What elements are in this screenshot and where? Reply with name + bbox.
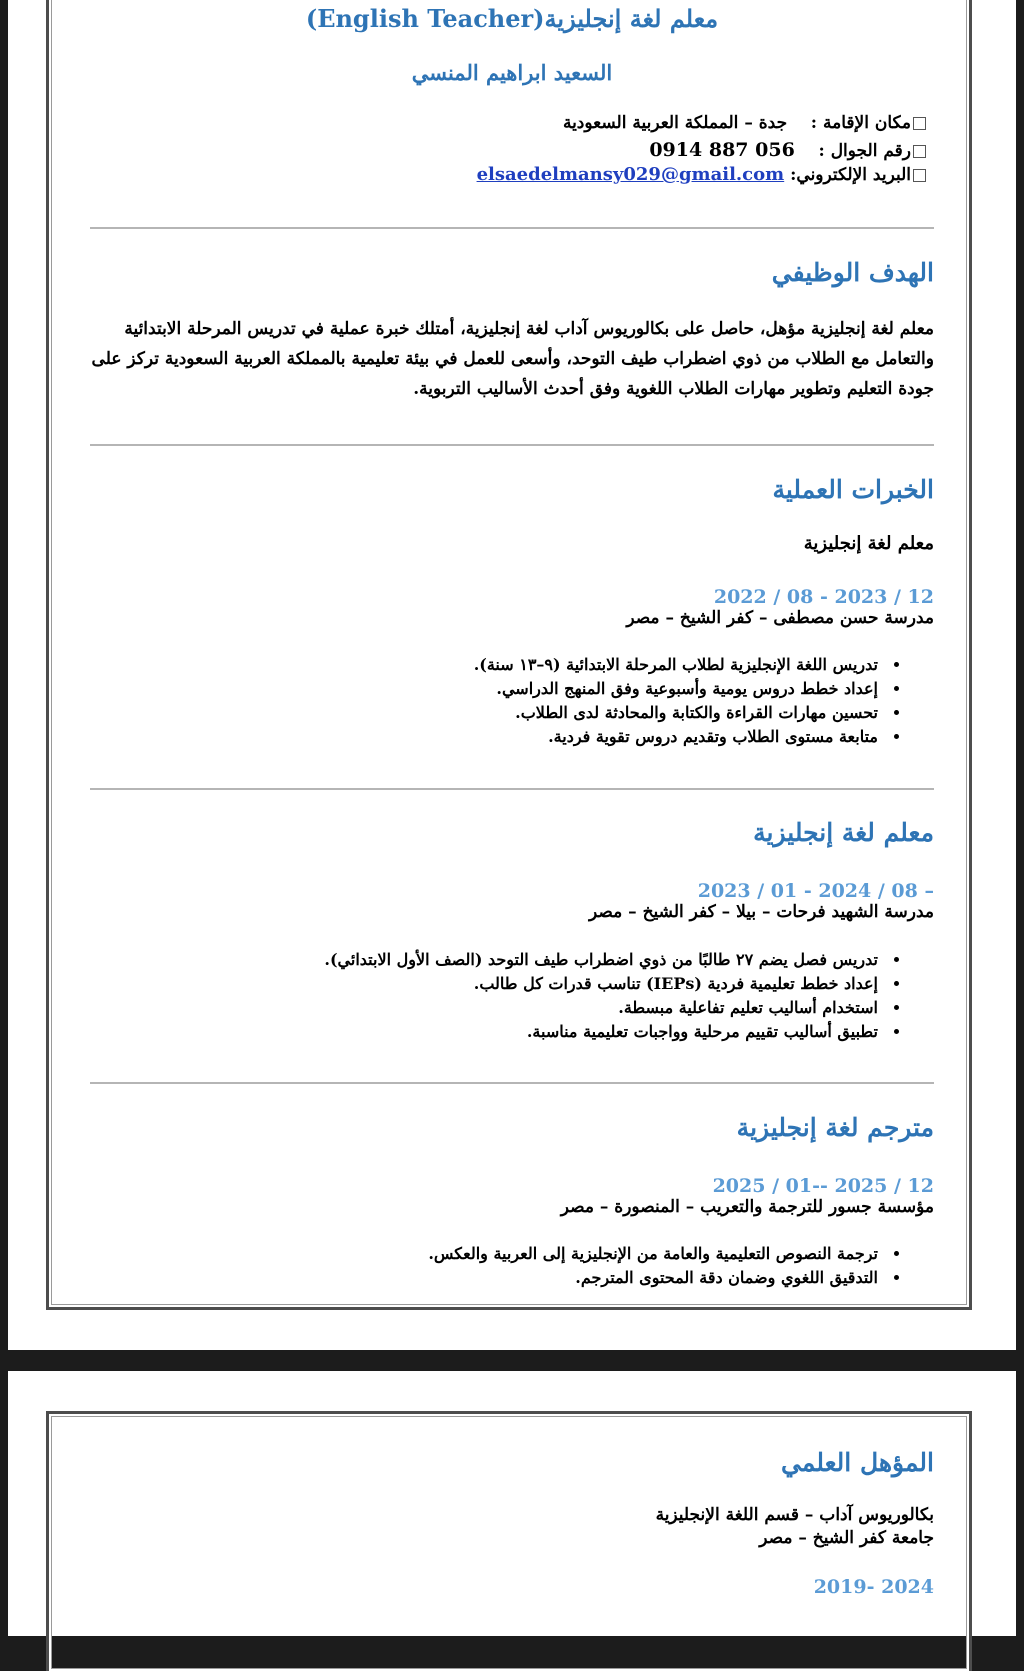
- job2-title: معلم لغة إنجليزية: [753, 818, 934, 847]
- education-university: جامعة كفر الشيخ – مصر: [759, 1528, 934, 1548]
- phone-label: رقم الجوال :: [818, 141, 911, 161]
- divider: [90, 444, 934, 446]
- list-item: • تدريس فصل يضم ٢٧ طالبًا من ذوي اضطراب طيف التوحد (الصف الأول الابتدائي).: [324, 948, 882, 972]
- list-item: • متابعة مستوى الطلاب وتقديم دروس تقوية فردية.: [474, 725, 882, 749]
- candidate-name: السعيد ابراهيم المنسي: [411, 60, 613, 85]
- email-link[interactable]: elsaedelmansy029@gmail.com: [476, 164, 785, 185]
- contact-email: [477, 164, 926, 185]
- list-item: • إعداد خطط دروس يومية وأسبوعية وفق المنهج الدراسي.: [474, 677, 882, 701]
- job1-bullets: [474, 653, 904, 749]
- list-item: • ترجمة النصوص التعليمية والعامة من الإنجليزية إلى العربية والعكس.: [428, 1242, 882, 1266]
- checkbox-icon: [913, 169, 926, 182]
- divider: [90, 227, 934, 229]
- job1-title: معلم لغة إنجليزية: [803, 533, 934, 554]
- education-degree: بكالوريوس آداب – قسم اللغة الإنجليزية: [655, 1505, 934, 1525]
- divider: [90, 788, 934, 790]
- job1-place: مدرسة حسن مصطفى – كفر الشيخ – مصر: [626, 608, 934, 628]
- checkbox-icon: [913, 145, 926, 158]
- job3-title: مترجم لغة إنجليزية: [736, 1113, 934, 1142]
- objective-heading: الهدف الوظيفي: [771, 258, 934, 287]
- residence-value: جدة – المملكة العربية السعودية: [562, 113, 788, 133]
- objective-text: معلم لغة إنجليزية مؤهل، حاصل على بكالوريوس آداب لغة إنجليزية، أمتلك خبرة عملية في تدريس المرحلة الابتدائية والتعامل مع الطلاب من ذوي اضطراب طيف التوحد، وأسعى للعمل في بيئة تعليمية بالمملكة العربية السعودية تركز على جودة التعليم وتطوير مهارات الطلاب اللغوية وفق أحدث الأساليب التربوية.: [91, 319, 934, 399]
- resume-page-2: [8, 1371, 1016, 1636]
- divider: [90, 1082, 934, 1084]
- job2-place: مدرسة الشهيد فرحات – بيلا – كفر الشيخ – مصر: [589, 902, 934, 922]
- list-item: • تدريس اللغة الإنجليزية لطلاب المرحلة الابتدائية (٩–١٣ سنة).: [474, 653, 882, 677]
- contact-phone: [649, 139, 926, 161]
- residence-label: مكان الإقامة :: [810, 113, 911, 133]
- phone-value: 056 887 0914: [649, 139, 795, 161]
- list-item: • إعداد خطط تعليمية فردية (IEPs) تناسب قدرات كل طالب.: [324, 972, 882, 996]
- page-1-content: [90, 0, 934, 1340]
- job1-dates: 12 / 2023 - 08 / 2022: [713, 586, 934, 608]
- page-2-content: [90, 1371, 934, 1636]
- list-item: • التدقيق اللغوي وضمان دقة المحتوى المترجم.: [428, 1266, 882, 1290]
- experience-heading: الخبرات العملية: [772, 475, 934, 504]
- page-title: معلم لغة إنجليزية(English Teacher): [305, 4, 719, 33]
- education-heading: المؤهل العلمي: [781, 1448, 934, 1477]
- contact-residence: [563, 113, 926, 133]
- job3-dates: 12 / 2025 --01 / 2025: [712, 1175, 934, 1197]
- education-years: 2024 -2019: [813, 1576, 934, 1598]
- list-item: • تطبيق أساليب تقييم مرحلية وواجبات تعليمية مناسبة.: [324, 1020, 882, 1044]
- list-item: • تحسين مهارات القراءة والكتابة والمحادثة لدى الطلاب.: [474, 701, 882, 725]
- job2-bullets: [324, 948, 904, 1044]
- list-item: • استخدام أساليب تعليم تفاعلية مبسطة.: [324, 996, 882, 1020]
- job3-bullets: [428, 1242, 904, 1290]
- checkbox-icon: [913, 117, 926, 130]
- resume-page-1: [8, 0, 1016, 1350]
- email-label: البريد الإلكتروني:: [790, 165, 911, 185]
- job2-dates: – 08 / 2024 - 01 / 2023: [697, 880, 934, 902]
- job3-place: مؤسسة جسور للترجمة والتعريب – المنصورة – مصر: [560, 1197, 934, 1217]
